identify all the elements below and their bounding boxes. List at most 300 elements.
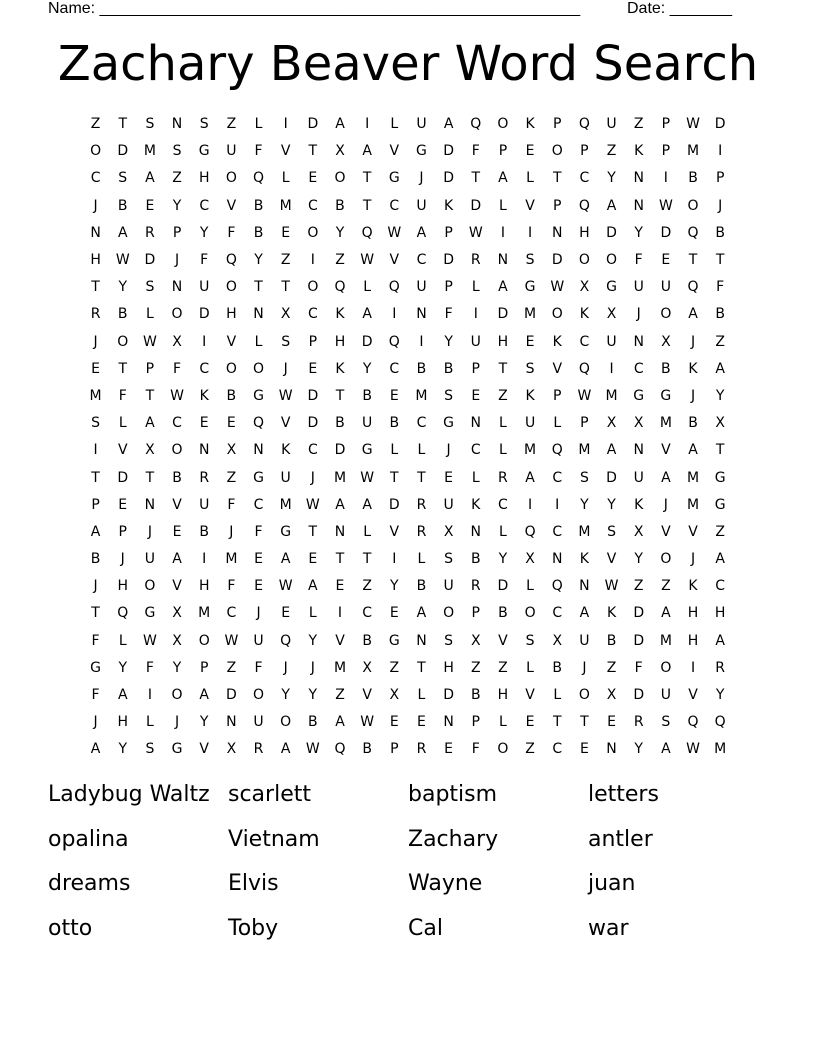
grid-letter: L (308, 605, 317, 622)
grid-letter: Q (470, 116, 482, 133)
grid-letter: Q (361, 224, 373, 241)
grid-letter: B (416, 578, 427, 595)
grid-letter: C (253, 496, 264, 513)
grid-letter: Y (118, 741, 128, 758)
grid-letter: E (661, 252, 671, 269)
grid-letter: J (93, 333, 98, 350)
grid-letter: Q (334, 741, 346, 758)
grid-letter: T (335, 387, 345, 404)
grid-letter: H (226, 306, 237, 323)
grid-letter: D (606, 469, 617, 486)
grid-letter: Z (90, 116, 101, 133)
grid-letter: B (715, 224, 725, 241)
grid-letter: J (174, 252, 180, 269)
grid-letter: T (552, 170, 562, 187)
grid-letter: V (335, 632, 345, 649)
grid-letter: N (198, 442, 210, 459)
word-list-item: scarlett (228, 782, 311, 807)
grid-letter: O (171, 306, 183, 323)
grid-letter: C (199, 197, 210, 214)
grid-letter: D (497, 578, 509, 595)
word-list-item: war (588, 915, 629, 941)
grid-letter: G (633, 387, 645, 404)
grid-letter: A (579, 605, 590, 622)
grid-letter: T (362, 551, 372, 568)
grid-letter: L (417, 687, 426, 704)
grid-letter: L (499, 714, 507, 731)
grid-letter: A (362, 306, 372, 323)
grid-letter: T (715, 442, 725, 459)
grid-letter: B (362, 741, 372, 758)
grid-letter: Z (498, 659, 508, 676)
grid-letter: X (226, 741, 237, 758)
grid-letter: J (147, 523, 152, 540)
grid-letter: T (281, 279, 290, 296)
grid-row (82, 492, 734, 519)
grid-letter: Z (633, 578, 644, 595)
grid-letter: K (525, 116, 535, 133)
grid-letter: N (253, 442, 264, 459)
grid-letter: P (471, 360, 480, 377)
grid-letter: N (470, 415, 481, 432)
grid-letter: W (360, 469, 375, 486)
grid-letter: L (526, 170, 534, 187)
grid-letter: K (688, 360, 698, 377)
grid-letter: I (528, 224, 533, 241)
grid-letter: V (226, 333, 237, 350)
grid-letter: X (606, 306, 617, 323)
grid-letter: L (254, 116, 263, 133)
grid-letter: R (145, 224, 155, 241)
grid-letter: X (443, 523, 454, 540)
grid-letter: F (634, 659, 643, 676)
grid-letter: U (660, 279, 671, 296)
grid-letter: F (716, 279, 725, 296)
grid-letter: V (661, 523, 671, 540)
grid-letter: Z (606, 659, 617, 676)
grid-letter: B (172, 469, 182, 486)
grid-letter: R (416, 496, 427, 513)
grid-letter: G (90, 659, 101, 676)
grid-letter: E (199, 415, 209, 432)
grid-letter: B (688, 415, 698, 432)
grid-letter: F (118, 387, 127, 404)
grid-letter: A (362, 496, 372, 513)
grid-letter: D (633, 632, 645, 649)
grid-letter: T (254, 279, 263, 296)
grid-letter: K (688, 578, 698, 595)
grid-letter: U (280, 469, 291, 486)
grid-letter: V (172, 496, 182, 513)
grid-letter: C (389, 360, 400, 377)
grid-letter: K (552, 333, 562, 350)
grid-letter: N (633, 197, 644, 214)
grid-row (82, 573, 734, 600)
grid-letter: E (525, 333, 535, 350)
grid-letter: X (362, 659, 372, 676)
grid-letter: A (145, 170, 155, 187)
grid-letter: E (145, 197, 155, 214)
grid-letter: G (198, 143, 210, 160)
grid-letter: L (499, 523, 507, 540)
grid-letter: L (145, 306, 154, 323)
grid-letter: H (443, 659, 454, 676)
grid-letter: I (392, 306, 397, 323)
grid-letter: W (278, 387, 293, 404)
grid-letter: F (227, 224, 236, 241)
grid-letter: W (278, 578, 293, 595)
grid-letter: W (686, 741, 700, 758)
grid-letter: Q (687, 224, 699, 241)
grid-letter: C (199, 360, 210, 377)
grid-row (82, 464, 734, 491)
grid-letter: W (360, 252, 375, 269)
grid-letter: V (688, 687, 698, 704)
grid-letter: G (388, 170, 400, 187)
grid-letter: Y (715, 387, 725, 404)
grid-letter: X (470, 632, 481, 649)
grid-letter: Y (607, 170, 616, 187)
grid-letter: W (224, 632, 239, 649)
grid-letter: O (443, 605, 455, 622)
grid-letter: B (308, 714, 318, 731)
word-list-item: Ladybug Waltz (48, 782, 210, 807)
grid-letter: L (553, 687, 562, 704)
grid-letter: Z (226, 469, 237, 486)
grid-letter: T (118, 360, 128, 377)
grid-letter: X (172, 333, 182, 350)
grid-letter: P (91, 496, 100, 513)
grid-letter: A (661, 741, 671, 758)
grid-letter: F (254, 523, 263, 540)
grid-letter: S (145, 279, 155, 296)
grid-letter: B (199, 523, 209, 540)
grid-letter: L (254, 333, 263, 350)
grid-letter: H (334, 333, 346, 350)
grid-letter: O (660, 306, 672, 323)
grid-letter: E (281, 605, 291, 622)
grid-letter: G (253, 387, 264, 404)
grid-letter: E (226, 415, 236, 432)
grid-letter: R (498, 469, 508, 486)
grid-letter: O (225, 360, 237, 377)
grid-letter: G (253, 469, 264, 486)
grid-letter: B (443, 360, 454, 377)
grid-letter: A (117, 224, 128, 241)
grid-letter: K (606, 605, 617, 622)
word-list-item: Toby (228, 915, 279, 941)
grid-letter: M (333, 469, 347, 486)
grid-letter: X (280, 306, 291, 323)
grid-letter: B (389, 415, 400, 432)
grid-letter: Z (172, 170, 182, 187)
grid-letter: I (337, 605, 343, 622)
grid-letter: A (661, 605, 671, 622)
grid-letter: Q (687, 279, 699, 296)
grid-letter: J (93, 197, 98, 214)
grid-letter: U (199, 279, 210, 296)
grid-letter: C (362, 605, 373, 622)
grid-letter: O (551, 143, 563, 160)
grid-letter: C (579, 170, 590, 187)
grid-letter: U (253, 714, 264, 731)
grid-letter: A (172, 551, 182, 568)
grid-letter: W (604, 578, 619, 595)
grid-letter: B (606, 632, 617, 649)
grid-letter: M (659, 415, 672, 432)
grid-letter: M (686, 469, 700, 486)
grid-letter: J (93, 578, 98, 595)
grid-letter: E (607, 714, 616, 731)
grid-letter: X (579, 279, 590, 296)
grid-letter: B (470, 687, 481, 704)
grid-letter: X (552, 632, 563, 649)
grid-letter: A (280, 551, 291, 568)
grid-letter: C (552, 605, 563, 622)
grid-letter: K (634, 143, 644, 160)
grid-letter: D (660, 224, 672, 241)
grid-letter: E (444, 741, 454, 758)
grid-letter: Y (390, 578, 399, 595)
grid-letter: M (89, 387, 102, 404)
grid-letter: U (633, 469, 644, 486)
grid-letter: Z (470, 659, 481, 676)
grid-letter: D (361, 333, 373, 350)
word-list (48, 778, 768, 956)
grid-letter: T (335, 551, 345, 568)
grid-letter: M (279, 496, 292, 513)
grid-letter: E (417, 714, 426, 731)
grid-letter: Y (498, 551, 508, 568)
grid-letter: Q (253, 415, 265, 432)
grid-letter: H (198, 578, 210, 595)
grid-letter: F (227, 578, 236, 595)
grid-letter: E (254, 551, 263, 568)
grid-letter: B (335, 415, 345, 432)
grid-letter: Q (524, 523, 536, 540)
grid-row (82, 301, 734, 328)
grid-letter: F (254, 659, 263, 676)
grid-letter: P (661, 116, 671, 133)
grid-letter: J (419, 170, 424, 187)
grid-letter: R (633, 714, 644, 731)
grid-row (82, 329, 734, 356)
grid-letter: I (147, 687, 152, 704)
grid-letter: E (172, 523, 182, 540)
grid-letter: Y (634, 224, 643, 241)
grid-letter: D (388, 496, 400, 513)
grid-letter: U (633, 279, 644, 296)
grid-letter: I (310, 252, 315, 269)
grid-letter: P (553, 387, 562, 404)
grid-letter: N (416, 632, 427, 649)
grid-letter: C (552, 523, 563, 540)
grid-letter: J (310, 659, 315, 676)
grid-letter: L (526, 578, 534, 595)
grid-letter: Q (225, 252, 237, 269)
grid-letter: S (525, 252, 535, 269)
grid-letter: J (93, 714, 98, 731)
grid-letter: G (606, 279, 617, 296)
grid-letter: M (686, 143, 700, 160)
grid-letter: X (389, 687, 400, 704)
grid-letter: H (687, 605, 699, 622)
grid-letter: S (444, 632, 454, 649)
word-list-item: Vietnam (228, 826, 320, 852)
grid-letter: S (525, 632, 535, 649)
grid-letter: B (688, 170, 698, 187)
grid-letter: F (173, 360, 182, 377)
grid-letter: J (283, 360, 288, 377)
grid-letter: X (606, 415, 617, 432)
grid-letter: P (580, 415, 589, 432)
grid-letter: N (633, 442, 644, 459)
grid-letter: Q (578, 197, 590, 214)
word-list-item: juan (588, 871, 636, 896)
grid-letter: Y (607, 496, 616, 513)
grid-letter: T (362, 197, 372, 214)
grid-letter: S (579, 469, 589, 486)
grid-letter: R (470, 578, 481, 595)
grid-letter: J (690, 551, 696, 568)
grid-letter: P (199, 659, 209, 676)
grid-letter: I (690, 659, 696, 676)
grid-letter: Z (226, 116, 237, 133)
word-list-item: Wayne (408, 871, 483, 896)
grid-letter: U (443, 496, 454, 513)
grid-row (82, 383, 734, 410)
grid-letter: X (172, 605, 182, 622)
grid-letter: F (444, 306, 453, 323)
grid-letter: U (470, 333, 481, 350)
grid-letter: L (499, 197, 507, 214)
grid-letter: I (202, 551, 207, 568)
grid-letter: F (91, 632, 100, 649)
grid-letter: A (715, 632, 725, 649)
grid-row (82, 628, 734, 655)
grid-letter: G (144, 605, 156, 622)
grid-letter: V (389, 523, 400, 540)
grid-letter: O (90, 143, 102, 160)
grid-letter: V (226, 197, 237, 214)
grid-letter: D (307, 387, 319, 404)
grid-letter: N (416, 306, 427, 323)
grid-letter: L (363, 279, 372, 296)
grid-letter: E (444, 469, 454, 486)
grid-letter: O (171, 687, 183, 704)
grid-letter: Z (715, 523, 725, 540)
grid-letter: D (307, 116, 319, 133)
grid-letter: L (145, 714, 154, 731)
grid-letter: D (443, 687, 454, 704)
grid-letter: J (283, 659, 288, 676)
grid-letter: V (525, 687, 535, 704)
grid-letter: P (118, 523, 127, 540)
grid-letter: W (142, 333, 157, 350)
grid-letter: B (226, 387, 237, 404)
grid-row (82, 356, 734, 383)
grid-letter: O (578, 687, 590, 704)
grid-letter: T (118, 116, 128, 133)
grid-letter: W (360, 714, 375, 731)
grid-letter: U (416, 197, 427, 214)
grid-letter: A (335, 496, 345, 513)
grid-letter: P (471, 714, 480, 731)
grid-row (82, 111, 734, 138)
grid-letter: W (577, 387, 592, 404)
grid-letter: Y (308, 687, 318, 704)
grid-row (82, 274, 734, 301)
grid-letter: U (416, 279, 427, 296)
grid-letter: E (471, 387, 481, 404)
grid-letter: F (471, 143, 480, 160)
grid-letter: D (633, 687, 645, 704)
grid-letter: P (471, 605, 480, 622)
grid-letter: Z (498, 387, 508, 404)
grid-letter: I (663, 170, 668, 187)
grid-letter: Z (606, 143, 617, 160)
grid-letter: K (525, 387, 535, 404)
grid-row (82, 682, 734, 709)
grid-letter: N (497, 252, 509, 269)
grid-letter: A (498, 279, 508, 296)
grid-letter: J (229, 523, 234, 540)
grid-letter: E (335, 578, 345, 595)
grid-letter: N (443, 714, 454, 731)
grid-letter: L (499, 415, 507, 432)
grid-letter: U (362, 415, 373, 432)
grid-letter: C (226, 605, 237, 622)
grid-letter: G (714, 469, 726, 486)
grid-letter: Q (388, 279, 400, 296)
grid-letter: R (715, 659, 726, 676)
grid-letter: G (714, 496, 726, 513)
grid-letter: D (497, 306, 509, 323)
grid-letter: V (606, 551, 617, 568)
grid-letter: G (361, 442, 373, 459)
grid-letter: S (444, 551, 454, 568)
grid-letter: V (172, 578, 182, 595)
grid-letter: E (579, 741, 589, 758)
grid-letter: P (715, 170, 725, 187)
grid-letter: T (498, 360, 508, 377)
grid-letter: Y (634, 551, 643, 568)
grid-letter: I (609, 360, 614, 377)
grid-letter: B (715, 306, 725, 323)
grid-letter: A (498, 170, 508, 187)
grid-letter: O (253, 360, 265, 377)
grid-row (82, 193, 734, 220)
grid-letter: S (91, 415, 101, 432)
grid-letter: N (144, 496, 156, 513)
grid-letter: G (416, 143, 427, 160)
grid-letter: V (552, 360, 563, 377)
grid-letter: M (578, 442, 591, 459)
grid-letter: E (118, 496, 128, 513)
grid-letter: N (633, 170, 644, 187)
grid-letter: K (281, 442, 291, 459)
grid-letter: Z (525, 741, 535, 758)
grid-letter: O (497, 741, 509, 758)
grid-row (82, 410, 734, 437)
grid-letter: P (553, 116, 562, 133)
grid-letter: G (524, 279, 536, 296)
grid-letter: C (389, 197, 400, 214)
grid-letter: W (305, 741, 320, 758)
grid-letter: H (714, 605, 726, 622)
grid-letter: L (526, 659, 534, 676)
grid-letter: M (578, 523, 591, 540)
